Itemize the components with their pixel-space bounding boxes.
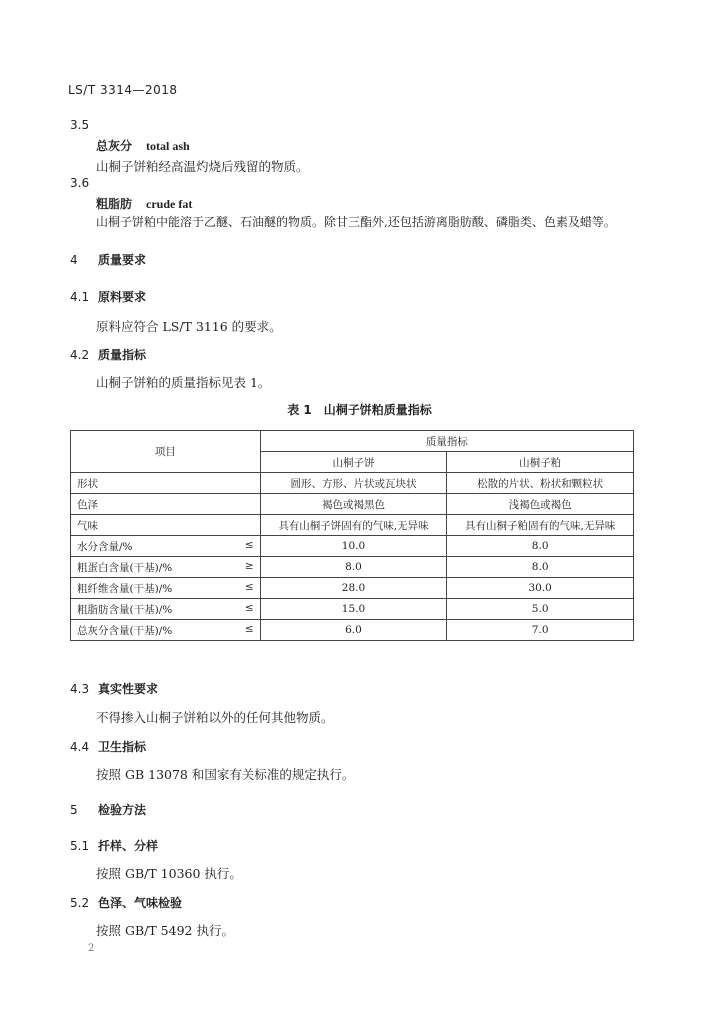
comparison-symbol: ≤: [244, 538, 254, 551]
header-group: 质量指标: [260, 431, 633, 452]
meal-value: 7.0: [447, 620, 634, 641]
section-heading: 5.1 扦样、分样: [70, 839, 159, 853]
table-row: [71, 578, 634, 599]
row-item: 粗蛋白含量(干基)/% ≥: [71, 557, 261, 578]
section-heading: 4.2 质量指标: [70, 348, 147, 362]
term-en: total ash: [146, 139, 190, 153]
term-definition: 山桐子饼粕中能溶于乙醚、石油醚的物质。除甘三酯外,还包括游离脂肪酸、磷脂类、色素及蜡等。: [96, 215, 616, 229]
term-heading: [96, 195, 192, 212]
row-item: 色泽: [71, 494, 261, 515]
comparison-symbol: ≤: [244, 601, 254, 614]
meal-value: 8.0: [447, 557, 634, 578]
section-heading: 4.1 原料要求: [70, 290, 147, 304]
cake-value: 10.0: [260, 536, 447, 557]
header-cake: 山桐子饼: [260, 452, 447, 473]
table-row: [71, 494, 634, 515]
section-heading: 4.3 真实性要求: [70, 682, 159, 696]
section-heading: 5 检验方法: [70, 803, 147, 817]
meal-value: 8.0: [447, 536, 634, 557]
section-heading: 4.4 卫生指标: [70, 740, 147, 754]
document-header: LS/T 3314—2018: [68, 83, 178, 97]
paragraph: 按照 GB/T 10360 执行。: [96, 866, 242, 881]
table-row: [71, 515, 634, 536]
meal-value: 30.0: [447, 578, 634, 599]
table-row: [71, 620, 634, 641]
comparison-symbol: ≤: [244, 580, 254, 593]
row-item: 形状: [71, 473, 261, 494]
header-meal: 山桐子粕: [447, 452, 634, 473]
paragraph: 按照 GB/T 5492 执行。: [96, 923, 234, 938]
clause-number: 3.5: [70, 118, 90, 132]
table-row: [71, 536, 634, 557]
cake-value: 6.0: [260, 620, 447, 641]
row-item: 气味: [71, 515, 261, 536]
paragraph: 山桐子饼粕的质量指标见表 1。: [96, 375, 271, 390]
meal-value: 5.0: [447, 599, 634, 620]
meal-value: 具有山桐子粕固有的气味,无异味: [447, 515, 634, 536]
cake-value: 褐色或褐黑色: [260, 494, 447, 515]
header-item: 项目: [71, 431, 261, 473]
comparison-symbol: ≤: [244, 622, 254, 635]
term-heading: [96, 137, 190, 154]
section-heading: 5.2 色泽、气味检验: [70, 896, 183, 910]
section-heading: 4 质量要求: [70, 253, 147, 267]
meal-value: 松散的片状、粉状和颗粒状: [447, 473, 634, 494]
cake-value: 具有山桐子饼固有的气味,无异味: [260, 515, 447, 536]
term-cn: 总灰分: [96, 139, 133, 153]
cake-value: 8.0: [260, 557, 447, 578]
term-en: crude fat: [146, 197, 193, 211]
row-item: 水分含量/% ≤: [71, 536, 261, 557]
term-cn: 粗脂肪: [96, 197, 133, 211]
comparison-symbol: ≥: [244, 559, 254, 572]
page-number: 2: [88, 943, 95, 954]
row-item: 总灰分含量(干基)/% ≤: [71, 620, 261, 641]
paragraph: 不得掺入山桐子饼粕以外的任何其他物质。: [96, 710, 334, 725]
table-row: [71, 473, 634, 494]
cake-value: 圆形、方形、片状或瓦块状: [260, 473, 447, 494]
paragraph: 原料应符合 LS/T 3116 的要求。: [96, 319, 282, 334]
row-item: 粗脂肪含量(干基)/% ≤: [71, 599, 261, 620]
cake-value: 15.0: [260, 599, 447, 620]
row-item: 粗纤维含量(干基)/% ≤: [71, 578, 261, 599]
cake-value: 28.0: [260, 578, 447, 599]
term-definition: 山桐子饼粕经高温灼烧后残留的物质。: [96, 159, 309, 174]
paragraph: 按照 GB 13078 和国家有关标准的规定执行。: [96, 767, 355, 782]
table-row: [71, 599, 634, 620]
meal-value: 浅褐色或褐色: [447, 494, 634, 515]
quality-table: [70, 430, 634, 641]
table-row: [71, 557, 634, 578]
table-caption: 表 1 山桐子饼粕质量指标: [287, 403, 432, 417]
clause-number: 3.6: [70, 176, 90, 190]
